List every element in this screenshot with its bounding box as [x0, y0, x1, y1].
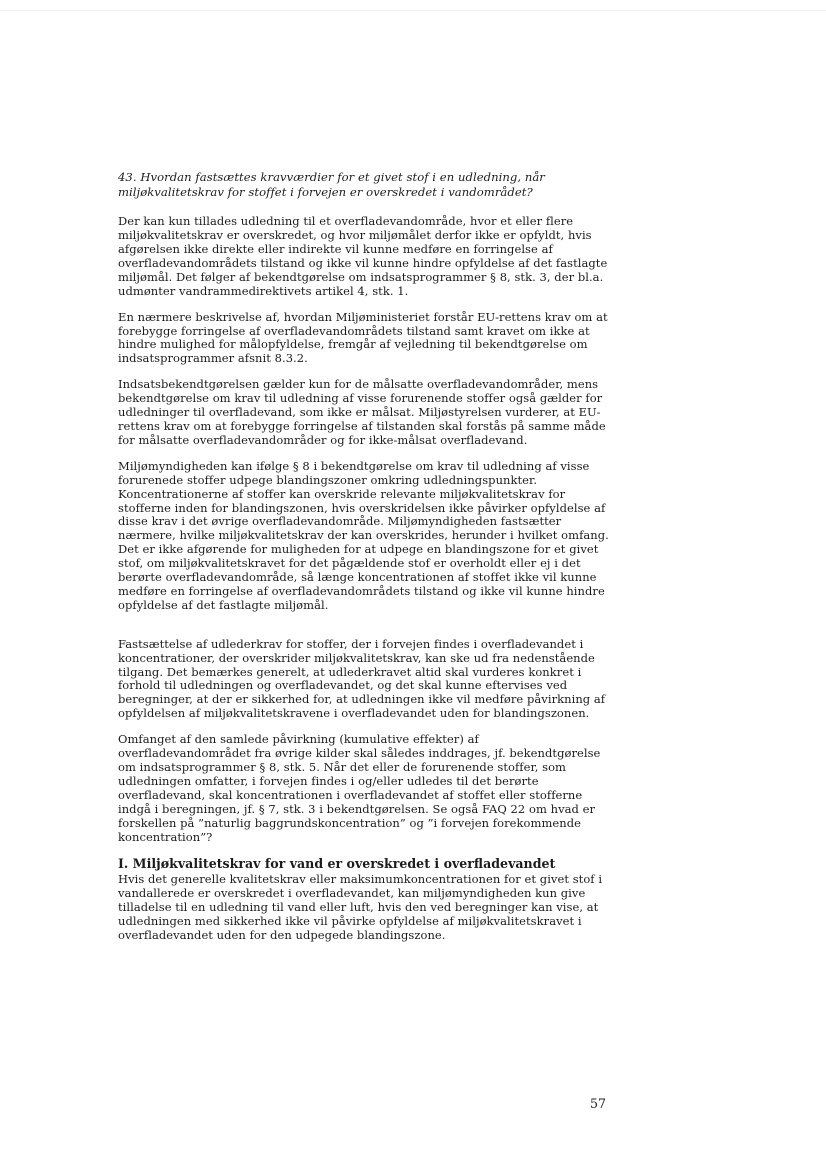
paragraph-3: Indsatsbekendtgørelsen gælder kun for de målsatte overfladevandområder, mens bekendtgørelse om krav til udledning af visse forurenende stoffer også gælder for udledninger til overfladevand, som ikke er målsat. Miljøstyrelsen vurderer, at EU-rettens krav om at forebygge forringelse af tilstanden skal forstås på samme måde for målsatte overfladevandområder og for ikke-målsat overfladevand. — [118, 377, 606, 447]
paragraph-6: Omfanget af den samlede påvirkning (kumulative effekter) af overfladevandområdet fra øvrige kilder skal således inddrages, jf. bekendtgørelse om indsatsprogrammer § 8, stk. 5. Når det eller de forurenende stoffer, som udledningen omfatter, i forvejen findes i og/eller udledes til det berørte overfladevand, skal koncentrationen i overfladevandet af stoffet eller stofferne indgå i beregningen, jf. § 7, stk. 3 i bekendtgørelsen. Se også FAQ 22 om hvad er forskellen på ”naturlig baggrundskoncentration” og ”i forvejen forekommende koncentration”? — [118, 732, 601, 844]
question-heading: 43. Hvordan fastsættes kravværdier for et givet stof i en udledning, når miljøkvalitetskrav for stoffet i forvejen er overskredet i vandområdet? — [118, 170, 545, 199]
scan-edge-line — [0, 10, 826, 11]
section-heading: I. Miljøkvalitetskrav for vand er overskredet i overfladevandet — [118, 856, 556, 872]
paragraph-2: En nærmere beskrivelse af, hvordan Miljøministeriet forstår EU-rettens krav om at forebygge forringelse af overfladevandområdets tilstand samt kravet om ikke at hindre mulighed for målopfyldelse, fremgår af vejledning til bekendtgørelse om indsatsprogrammer afsnit 8.3.2. — [118, 309, 608, 366]
page-number: 57 — [590, 1096, 607, 1111]
paragraph-4: Miljømyndigheden kan ifølge § 8 i bekendtgørelse om krav til udledning af visse forurenede stoffer udpege blandingszoner omkring udledningspunkter. Koncentrationerne af stoffer kan overskride relevante miljøkvalitetskrav for stofferne inden for blandingszonen, hvis overskridelsen ikke påvirker opfyldelse af disse krav i det øvrige overfladevandområde. Miljømyndigheden fastsætter nærmere, hvilke miljøkvalitetskrav der kan overskrides, herunder i hvilket omfang. Det er ikke afgørende for muligheden for at udpege en blandingszone for et givet stof, om miljøkvalitetskravet for det pågældende stof er overholdt eller ej i det berørte overfladevandområde, så længe koncentrationen af stoffet ikke vil kunne medføre en forringelse af overfladevandområdets tilstand og ikke vil kunne hindre opfyldelse af det fastlagte miljømål. — [118, 458, 609, 612]
paragraph-1: Der kan kun tillades udledning til et overfladevandområde, hvor et eller flere miljøkvalitetskrav er overskredet, og hvor miljømålet derfor ikke er opfyldt, hvis afgørelsen ikke direkte eller indirekte vil kunne medføre en forringelse af overfladevandområdets tilstand og ikke vil kunne hindre opfyldelse af det fastlagte miljømål. Det følger af bekendtgørelse om indsatsprogrammer § 8, stk. 3, der bl.a. udmønter vandrammedirektivets artikel 4, stk. 1. — [118, 214, 608, 298]
document-page — [118, 170, 614, 955]
paragraph-5: Fastsættelse af udlederkrav for stoffer, der i forvejen findes i overfladevandet i koncentrationer, der overskrider miljøkvalitetskrav, kan ske ud fra nedenstående tilgang. Det bemærkes generelt, at udlederkravet altid skal vurderes konkret i forhold til udledningen og overfladevandet, og det skal kunne eftervises ved beregninger, at der er sikkerhed for, at udledningen ikke vil medføre påvirkning af opfyldelsen af miljøkvalitetskravene i overfladevandet uden for blandingszonen. — [118, 636, 606, 721]
section-body: Hvis det generelle kvalitetskrav eller maksimumkoncentrationen for et givet stof i vandallerede er overskredet i overfladevandet, kan miljømyndigheden kun give tilladelse til en udledning til vand eller luft, hvis den ved beregninger kan vise, at udledningen med sikkerhed ikke vil påvirke opfyldelse af miljøkvalitetskravet i overfladevandet uden for den udpegede blandingszone. — [118, 872, 603, 943]
